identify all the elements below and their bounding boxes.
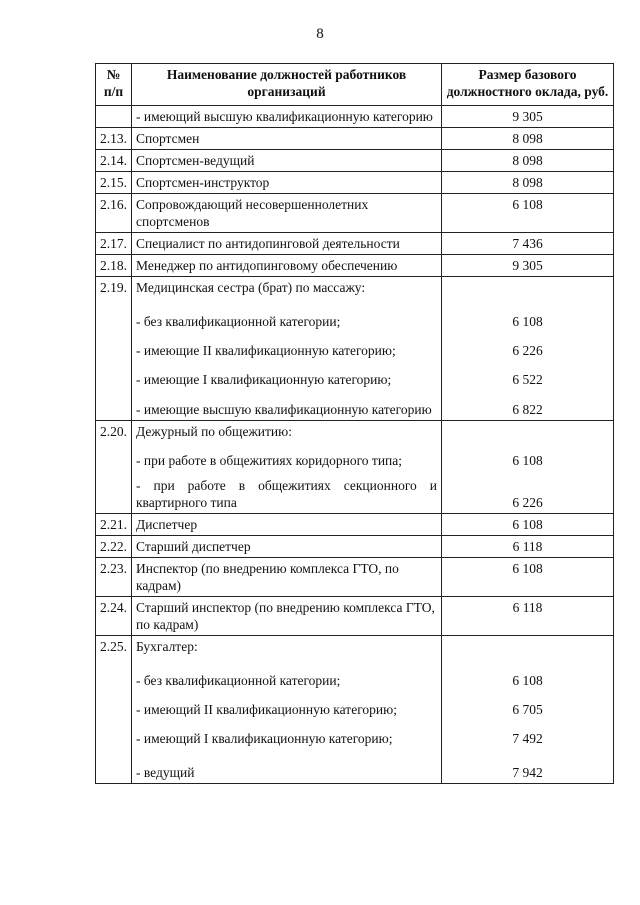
table-row xyxy=(96,106,614,128)
group-item-name: - при работе в общежитиях коридорного типа; xyxy=(136,453,403,468)
row-num: 2.14. xyxy=(96,150,132,172)
table-row-group xyxy=(96,421,614,514)
table-row xyxy=(96,536,614,558)
table-row xyxy=(96,233,614,255)
header-salary: Размер базового должностного оклада, руб. xyxy=(442,64,614,106)
row-name: Спортсмен xyxy=(132,128,442,150)
group-item-value: 6 522 xyxy=(512,372,543,387)
group-item-value: 6 108 xyxy=(512,673,543,688)
row-num: 2.23. xyxy=(96,558,132,597)
row-name: Старший инспектор (по внедрению комплекса ГТО, по кадрам) xyxy=(132,597,442,636)
row-name: Диспетчер xyxy=(132,514,442,536)
row-num: 2.21. xyxy=(96,514,132,536)
group-item-value: 7 942 xyxy=(512,765,543,780)
group-title: Дежурный по общежитию: xyxy=(136,424,292,439)
group-title: Медицинская сестра (брат) по массажу: xyxy=(136,280,366,295)
group-item-name: - ведущий xyxy=(136,765,195,780)
group-item-value: 6 822 xyxy=(512,402,543,417)
row-value: 9 305 xyxy=(442,255,614,277)
row-name: Старший диспетчер xyxy=(132,536,442,558)
row-value: 6 118 xyxy=(442,536,614,558)
group-item-name: - имеющие высшую квалификационную категорию xyxy=(136,402,432,417)
row-value: 9 305 xyxy=(442,106,614,128)
row-value: 6 118 xyxy=(442,597,614,636)
row-value: 8 098 xyxy=(442,172,614,194)
group-item-name: - имеющий II квалификационную категорию; xyxy=(136,702,397,717)
row-num: 2.20. xyxy=(96,421,132,514)
row-value: 8 098 xyxy=(442,150,614,172)
row-name: - имеющий высшую квалификационную категорию xyxy=(132,106,442,128)
row-name: Спортсмен-ведущий xyxy=(132,150,442,172)
table-row xyxy=(96,558,614,597)
row-num: 2.18. xyxy=(96,255,132,277)
header-num: № п/п xyxy=(96,64,132,106)
row-value: 6 108 xyxy=(442,558,614,597)
page-number: 8 xyxy=(316,26,324,42)
table-header-row xyxy=(96,64,614,106)
row-num: 2.24. xyxy=(96,597,132,636)
table-row xyxy=(96,172,614,194)
table-row xyxy=(96,194,614,233)
row-value: 6 108 xyxy=(442,194,614,233)
group-item-name: - имеющие I квалификационную категорию; xyxy=(136,372,392,387)
row-name: Инспектор (по внедрению комплекса ГТО, по кадрам) xyxy=(132,558,442,597)
group-item-name: - без квалификационной категории; xyxy=(136,314,341,329)
table-row xyxy=(96,514,614,536)
group-item-value: 6 226 xyxy=(512,343,543,358)
row-num: 2.13. xyxy=(96,128,132,150)
group-item-value: 6 108 xyxy=(512,453,543,468)
row-num: 2.25. xyxy=(96,636,132,784)
table-row xyxy=(96,128,614,150)
row-value: 6 108 xyxy=(442,514,614,536)
salary-table xyxy=(95,63,614,784)
row-num: 2.17. xyxy=(96,233,132,255)
group-item-name: - имеющие II квалификационную категорию; xyxy=(136,343,396,358)
table-row xyxy=(96,255,614,277)
table-row-group xyxy=(96,277,614,421)
row-num: 2.22. xyxy=(96,536,132,558)
group-title: Бухгалтер: xyxy=(136,639,198,654)
table-row xyxy=(96,597,614,636)
group-item-name: - без квалификационной категории; xyxy=(136,673,341,688)
row-value: 8 098 xyxy=(442,128,614,150)
group-item-value: 6 226 xyxy=(512,495,543,510)
group-item-value: 7 492 xyxy=(512,731,543,746)
table-row-group xyxy=(96,636,614,784)
row-name: Спортсмен-инструктор xyxy=(132,172,442,194)
row-name: Специалист по антидопинговой деятельности xyxy=(132,233,442,255)
table-row xyxy=(96,150,614,172)
row-num: 2.15. xyxy=(96,172,132,194)
row-num xyxy=(96,106,132,128)
row-name: Менеджер по антидопинговому обеспечению xyxy=(132,255,442,277)
group-item-name: - имеющий I квалификационную категорию; xyxy=(136,731,393,746)
row-num: 2.19. xyxy=(96,277,132,421)
row-value: 7 436 xyxy=(442,233,614,255)
row-num: 2.16. xyxy=(96,194,132,233)
group-item-value: 6 705 xyxy=(512,702,543,717)
row-name: Сопровождающий несовершеннолетних спортсменов xyxy=(132,194,442,233)
group-item-value: 6 108 xyxy=(512,314,543,329)
group-item-name: - при работе в общежитиях секционного и квартирного типа xyxy=(136,478,437,510)
header-name: Наименование должностей работников организаций xyxy=(132,64,442,106)
